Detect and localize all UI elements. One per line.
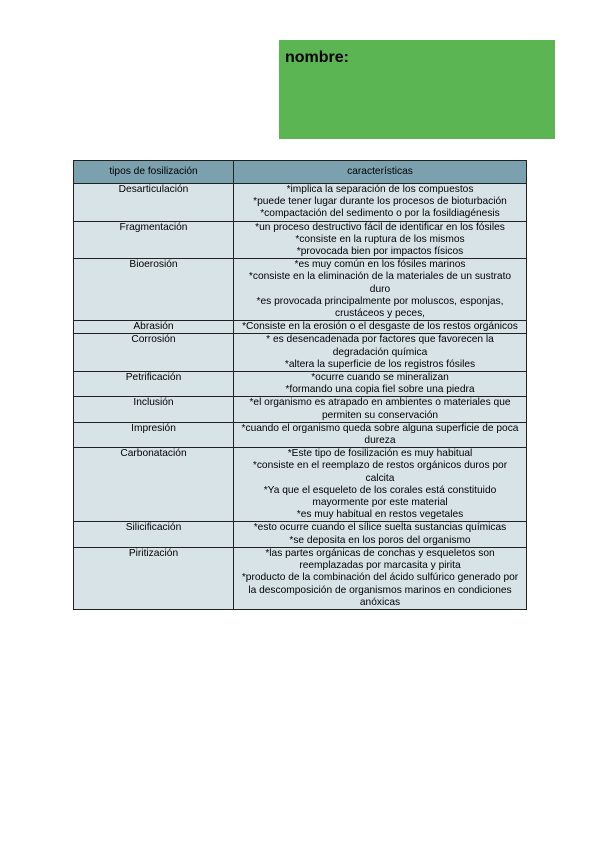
characteristic-line: *el organismo es atrapado en ambientes o materiales que permiten su conservación [249, 397, 511, 421]
characteristic-line: *es provocada principalmente por moluscos, esponjas, crustáceos y peces, [256, 295, 504, 320]
table-row [74, 448, 527, 522]
fossilization-type: Inclusión [74, 397, 234, 422]
name-box [279, 40, 555, 139]
characteristic-line: * es desencadenada por factores que favorecen la degradación química [266, 334, 494, 358]
fossilization-type: Desarticulación [74, 184, 234, 222]
fossilization-type: Bioerosión [74, 259, 234, 321]
characteristics-cell [234, 547, 527, 609]
characteristics-cell [234, 522, 527, 547]
characteristic-line: *implica la separación de los compuestos [286, 184, 474, 195]
fossilization-type: Silicificación [74, 522, 234, 547]
characteristics-cell [234, 397, 527, 422]
characteristic-line: *altera la superficie de los registros fósiles [284, 358, 476, 370]
table-row [74, 547, 527, 609]
characteristic-line: *las partes orgánicas de conchas y esqueletos son reemplazadas por marcasita y pirita [265, 547, 495, 572]
fossilization-table [73, 160, 527, 610]
characteristic-line: *consiste en el reemplazo de restos orgánicos duros por calcita [252, 460, 508, 484]
fossilization-type: Carbonatación [74, 448, 234, 522]
characteristic-line: *es muy común en los fósiles marinos [294, 259, 466, 271]
characteristic-line: *Consiste en la erosión o el desgaste de los restos orgánicos [242, 321, 518, 333]
characteristics-cell [234, 321, 527, 334]
characteristic-line: *cuando el organismo queda sobre alguna superficie de poca dureza [241, 422, 519, 447]
characteristic-line: *compactación del sedimento o por la fosildiagénesis [260, 208, 500, 220]
name-label: nombre: [285, 49, 349, 66]
characteristics-cell [234, 221, 527, 259]
characteristics-cell [234, 448, 527, 522]
characteristic-line: *es muy habitual en restos vegetales [296, 509, 464, 521]
table-row [74, 259, 527, 321]
table-row [74, 184, 527, 222]
header-types: tipos de fosilización [74, 161, 234, 184]
header-characteristics: características [234, 161, 527, 184]
characteristic-line: *esto ocurre cuando el sílice suelta sustancias químicas [253, 522, 507, 534]
characteristic-line: *provocada bien por impactos físicos [296, 246, 464, 258]
fossilization-type: Impresión [74, 422, 234, 447]
table-row [74, 422, 527, 447]
characteristic-line: *consiste en la eliminación de la materiales de un sustrato duro [248, 271, 512, 295]
fossilization-type: Corrosión [74, 334, 234, 372]
characteristic-line: *formando una copia fiel sobre una piedra [285, 384, 475, 396]
fossilization-type: Fragmentación [74, 221, 234, 259]
table-row [74, 321, 527, 334]
characteristic-line: *producto de la combinación del ácido sulfúrico generado por la descomposición de organismos marinos en condiciones anóxicas [241, 572, 519, 608]
characteristic-line: *un proceso destructivo fácil de identificar en los fósiles [255, 221, 505, 233]
characteristics-cell [234, 334, 527, 372]
characteristic-line: *ocurre cuando se mineralizan [311, 372, 449, 384]
characteristics-cell [234, 184, 527, 222]
table-row [74, 372, 527, 397]
table-row [74, 334, 527, 372]
table-header-row [74, 161, 527, 184]
table-row [74, 221, 527, 259]
characteristics-cell [234, 372, 527, 397]
table-row [74, 522, 527, 547]
characteristic-line: *Ya que el esqueleto de los corales está constituido mayormente por este material [263, 484, 497, 509]
fossilization-type: Petrificación [74, 372, 234, 397]
characteristics-cell [234, 422, 527, 447]
fossilization-type: Piritización [74, 547, 234, 609]
characteristic-line: *se deposita en los poros del organismo [289, 534, 471, 546]
characteristic-line: *puede tener lugar durante los procesos de bioturbación [253, 196, 507, 208]
table-row [74, 397, 527, 422]
characteristic-line: *consiste en la ruptura de los mismos [295, 233, 465, 245]
characteristics-cell [234, 259, 527, 321]
fossilization-type: Abrasión [74, 321, 234, 334]
characteristic-line: *Este tipo de fosilización es muy habitual [287, 448, 473, 460]
